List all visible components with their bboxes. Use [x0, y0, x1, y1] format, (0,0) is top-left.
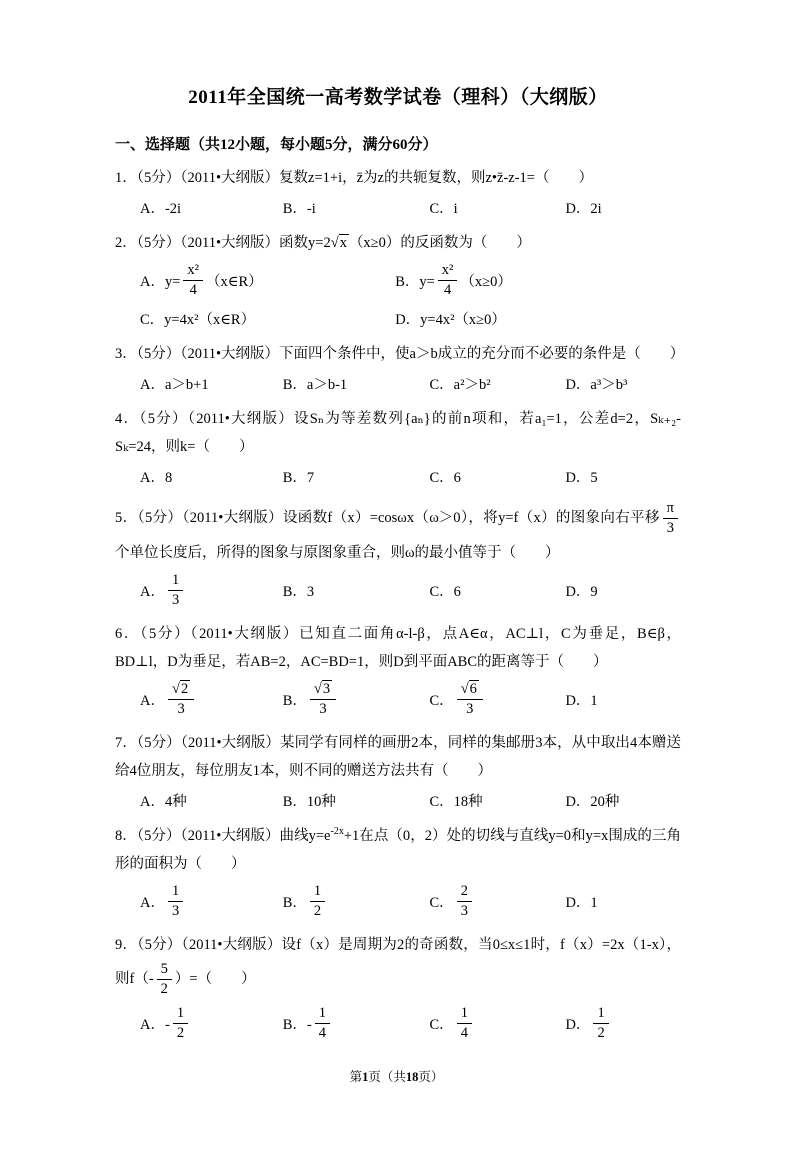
fraction-denominator: 3 [460, 903, 468, 919]
fraction-denominator: 4 [318, 1025, 326, 1041]
fraction [168, 572, 183, 609]
text-fragment: 5．（5分）（2011•大纲版）设函数f（x）=cosωx（ω＞0），将y=f（x）的图象向右平移 [115, 509, 660, 526]
question-9 [115, 931, 681, 1044]
fraction-numerator [168, 681, 194, 700]
fraction-denominator: 4 [460, 1025, 468, 1041]
question-2-options [115, 260, 681, 331]
text-fragment: +1在点（0，2）处的切线与直线y=0和y=x围成的三角形的面积为（ ） [115, 828, 682, 872]
sqrt [314, 680, 332, 697]
exponent: -2x [330, 826, 344, 838]
page-footer [0, 1067, 793, 1085]
question-3-option-a: A．a＞b+1 [140, 377, 209, 393]
question-5-options [115, 570, 681, 611]
fraction [315, 1005, 330, 1042]
question-1-options [115, 195, 681, 220]
question-7-text: 7．（5分）（2011•大纲版）某同学有同样的画册2本，同样的集邮册3本，从中取出4本赠送给4位朋友，每位朋友1本，则不同的赠送方法共有（ ） [115, 735, 681, 779]
section-header: 一、选择题（共12小题，每小题5分，满分60分） [115, 137, 438, 153]
text-fragment: 8．（5分）（2011•大纲版）曲线y=e [115, 828, 331, 844]
question-8-option-b [283, 881, 430, 922]
question-1-option-c: C．i [429, 201, 458, 217]
question-6-option-c [430, 679, 566, 720]
question-6-options [115, 679, 681, 720]
question-5-text [115, 498, 681, 567]
question-7-options [115, 788, 681, 813]
fraction-denominator: 3 [319, 701, 327, 717]
question-8 [115, 822, 681, 922]
question-8-text [115, 822, 681, 878]
question-7-option-d: D．20种 [565, 794, 620, 810]
fraction-numerator: 2 [457, 883, 472, 902]
fraction-denominator: 4 [443, 282, 452, 298]
fraction-numerator: π [663, 500, 678, 519]
fraction-numerator: 1 [457, 1005, 472, 1024]
fraction-numerator: x² [183, 262, 203, 281]
question-3-option-b: B．a＞b-1 [282, 377, 348, 393]
question-6-option-a [140, 679, 283, 720]
radical-sign: √ [171, 681, 180, 697]
question-3-text: 3．（5分）（2011•大纲版）下面四个条件中，使a＞b成立的充分而不必要的条件是（ ） [115, 346, 685, 362]
radical-sign: √ [313, 681, 322, 697]
option-label: A． [140, 693, 165, 709]
option-label: D． [565, 1017, 591, 1033]
option-label: C． [429, 1017, 454, 1033]
fraction-denominator: 3 [171, 592, 180, 608]
question-4-option-c: C．6 [429, 470, 461, 486]
question-9-option-a [140, 1003, 283, 1044]
fraction [183, 262, 203, 299]
fraction-denominator: 2 [160, 981, 168, 997]
page-title: 2011年全国统一高考数学试卷（理科）（大纲版） [188, 87, 608, 108]
text-fragment: 个单位长度后，所得的图象与原图象重合，则ω的最小值等于（ ） [115, 545, 560, 561]
fraction [663, 500, 678, 537]
fraction-denominator: 3 [171, 903, 180, 919]
question-1 [115, 164, 681, 220]
question-9-options [115, 1003, 681, 1044]
question-4-option-d: D．5 [565, 470, 598, 486]
fraction-denominator: 3 [177, 701, 185, 717]
text-fragment: （x≥0） [460, 274, 512, 290]
fraction [457, 1005, 472, 1042]
question-4-text: 4．（5分）（2011•大纲版）设Sₙ为等差数列{aₙ}的前n项和，若a₁=1，公差d=2，Sₖ₊₂-Sₖ=24，则k=（ ） [115, 411, 681, 455]
question-6-option-d: D．1 [565, 693, 598, 709]
fraction-denominator: 3 [666, 520, 674, 536]
fraction-denominator: 2 [597, 1025, 605, 1041]
fraction [457, 883, 472, 920]
question-5-option-b: B．3 [282, 584, 315, 600]
fraction-numerator: 1 [168, 883, 183, 902]
fraction [157, 961, 172, 998]
sqrt [172, 680, 190, 697]
fraction-numerator: 1 [310, 883, 325, 902]
option-label: A． [140, 895, 165, 911]
question-1-text: 1．（5分）（2011•大纲版）复数z=1+i，z̄为z的共轭复数，则z•z̄-z-1=（ ） [115, 170, 593, 186]
sqrt-content: x [339, 235, 347, 251]
question-2 [115, 229, 681, 331]
radical-sign: √ [330, 235, 339, 251]
question-9-option-d [565, 1003, 681, 1044]
fraction-numerator [457, 681, 483, 700]
footer-text: 第 [349, 1070, 363, 1084]
fraction [168, 883, 183, 920]
fraction [438, 262, 458, 299]
question-4 [115, 405, 681, 489]
fraction-numerator: 1 [173, 1005, 188, 1024]
option-label: B．y= [395, 274, 435, 290]
question-2-option-c: C．y=4x²（x∈R） [140, 312, 256, 328]
question-9-option-b [283, 1003, 430, 1044]
question-5 [115, 498, 681, 611]
fraction-numerator: 5 [157, 961, 172, 980]
option-label: C． [429, 693, 454, 709]
question-3-option-d: D．a³＞b³ [565, 377, 628, 393]
option-label: C． [429, 895, 454, 911]
question-8-option-a [140, 881, 283, 922]
fraction [310, 883, 325, 920]
question-3 [115, 340, 685, 396]
footer-text: 页（共 [368, 1070, 406, 1084]
footer-page-number: 1 [362, 1070, 369, 1084]
sqrt [461, 680, 479, 697]
question-5-option-c: C．6 [429, 584, 461, 600]
sqrt [331, 234, 349, 251]
fraction [310, 681, 336, 718]
fraction-denominator: 2 [313, 903, 322, 919]
fraction-numerator: 1 [168, 572, 183, 591]
text-fragment: （x≥0）的反函数为（ ） [348, 235, 531, 251]
question-7-option-b: B．10种 [282, 794, 336, 810]
question-8-option-d: D．1 [565, 895, 598, 911]
question-6-text: 6．（5分）（2011•大纲版）已知直二面角α-l-β，点A∈α，AC⊥l，C为垂足，B∈β，BD⊥l，D为垂足，若AB=2，AC=BD=1，则D到平面ABC的距离等于（ ） [115, 626, 681, 670]
question-7-option-c: C．18种 [429, 794, 483, 810]
text-fragment: ）=（ ） [174, 970, 256, 987]
question-4-option-a: A．8 [140, 470, 173, 486]
question-9-text [115, 931, 681, 1000]
fraction [593, 1005, 608, 1042]
fraction [173, 1005, 188, 1042]
option-label: B．- [282, 1017, 312, 1033]
text-fragment: （x∈R） [206, 274, 263, 290]
fraction [457, 681, 483, 718]
text-fragment: 9．（5分）（2011•大纲版）设f（x）是周期为2的奇函数，当0≤x≤1时，f（x）=2x（1-x），则f（- [115, 937, 681, 987]
question-8-options [115, 881, 681, 922]
option-label: A． [140, 584, 165, 600]
radical-sign: √ [460, 681, 469, 697]
fraction-numerator: 1 [593, 1005, 608, 1024]
fraction-denominator: 3 [466, 701, 474, 717]
fraction [168, 681, 194, 718]
footer-total-pages: 18 [405, 1070, 419, 1084]
question-3-options [115, 371, 681, 396]
option-label: A．- [140, 1017, 170, 1033]
question-2-option-a [140, 260, 395, 301]
question-1-option-d: D．2i [565, 201, 602, 217]
question-3-option-c: C．a²＞b² [429, 377, 491, 393]
fraction-numerator: 1 [315, 1005, 330, 1024]
sqrt-content: 3 [322, 681, 331, 697]
question-6 [115, 620, 681, 720]
question-9-option-c [430, 1003, 566, 1044]
fraction-numerator: x² [438, 262, 458, 281]
fraction-numerator [310, 681, 336, 700]
question-2-option-b [395, 260, 681, 301]
question-2-option-d: D．y=4x²（x≥0） [395, 312, 506, 328]
fraction-denominator: 4 [189, 282, 197, 298]
option-label: B． [282, 693, 307, 709]
question-1-option-b: B．-i [282, 201, 316, 217]
question-7-option-a: A．4种 [140, 794, 187, 810]
question-4-option-b: B．7 [282, 470, 315, 486]
option-label: B． [282, 895, 307, 911]
text-fragment: 2．（5分）（2011•大纲版）函数y=2 [115, 235, 331, 251]
footer-text: 页） [418, 1070, 444, 1084]
question-2-text [115, 229, 681, 257]
sqrt-content: 6 [469, 681, 477, 697]
question-5-option-d: D．9 [565, 584, 598, 600]
fraction-denominator: 2 [176, 1025, 185, 1041]
sqrt-content: 2 [180, 681, 189, 697]
question-6-option-b [283, 679, 430, 720]
question-7 [115, 729, 681, 813]
question-1-option-a: A．-2i [140, 201, 182, 217]
option-label: A．y= [140, 274, 181, 290]
question-8-option-c [430, 881, 566, 922]
question-4-options [115, 464, 681, 489]
question-5-option-a [140, 570, 283, 611]
